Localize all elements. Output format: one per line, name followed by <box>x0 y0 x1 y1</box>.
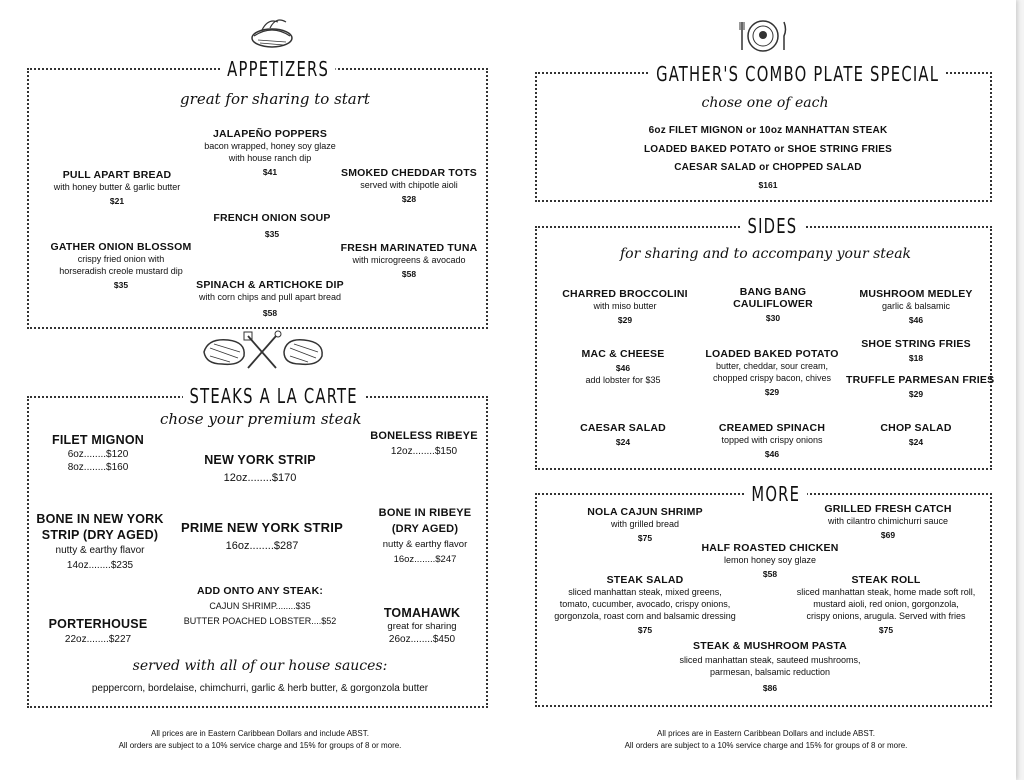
more-title: MORE <box>745 482 807 506</box>
item-name: SMOKED CHEDDAR TOTS <box>340 167 478 179</box>
item-desc: crispy onions, arugula. Served with fries <box>806 611 966 621</box>
item-desc: bacon wrapped, honey soy glaze <box>204 141 336 151</box>
item-price: 8oz........$160 <box>67 462 129 473</box>
item-price: 22oz........$227 <box>64 634 132 645</box>
item-price: $69 <box>880 530 896 540</box>
item-price: 14oz........$235 <box>66 560 134 571</box>
combo-line: LOADED BAKED POTATO or SHOE STRING FRIES <box>643 144 892 155</box>
more-grilled-fresh-catch <box>808 503 968 541</box>
combo-price: $161 <box>758 180 778 190</box>
item-name: CHOP SALAD <box>880 422 952 434</box>
item-name: TRUFFLE PARMESAN FRIES <box>846 374 995 386</box>
item-desc: with grilled bread <box>610 519 680 529</box>
item-name: GATHER ONION BLOSSOM <box>50 241 192 253</box>
steak-addons <box>175 585 345 627</box>
item-price: $58 <box>762 569 778 579</box>
side-bang-bang-cauliflower <box>710 286 836 324</box>
item-name: BONE IN NEW YORK <box>36 512 164 526</box>
item-price: $21 <box>109 196 125 206</box>
item-name: PULL APART BREAD <box>62 169 172 181</box>
footer-right <box>566 728 966 752</box>
item-desc: with cilantro chimichurri sauce <box>827 516 949 526</box>
item-name: MUSHROOM MEDLEY <box>859 288 973 300</box>
menu-item-smoked-cheddar-tots <box>330 167 488 205</box>
steak-bone-in-ny-strip <box>34 511 166 573</box>
steak-tomahawk <box>362 605 482 646</box>
item-price: 16oz........$287 <box>225 540 299 552</box>
item-name: GRILLED FRESH CATCH <box>824 503 952 515</box>
item-name: STEAK & MUSHROOM PASTA <box>693 640 847 652</box>
item-name: CAULIFLOWER <box>733 298 813 310</box>
item-desc: sliced manhattan steak, sauteed mushrooms, <box>679 655 861 665</box>
item-name: HALF ROASTED CHICKEN <box>701 542 839 554</box>
item-price: $29 <box>764 387 780 397</box>
side-mac-cheese <box>565 348 681 386</box>
more-steak-mushroom-pasta <box>665 640 875 694</box>
item-desc: mustard aioli, red onion, gorgonzola, <box>813 599 959 609</box>
item-name: BONELESS RIBEYE <box>370 430 478 442</box>
item-desc: sliced manhattan steak, home made soft roll, <box>796 587 976 597</box>
item-price: $46 <box>908 315 924 325</box>
item-name: SPINACH & ARTICHOKE DIP <box>196 279 344 291</box>
combo-tagline: chose one of each <box>701 95 829 111</box>
menu-item-pull-apart-bread <box>37 169 197 207</box>
item-price: $29 <box>617 315 633 325</box>
item-price: 16oz........$247 <box>393 554 457 565</box>
combo-line: CAESAR SALAD or CHOPPED SALAD <box>674 162 862 173</box>
combo-title: GATHER'S COMBO PLATE SPECIAL <box>650 62 946 86</box>
addon-line: CAJUN SHRIMP........$35 <box>209 601 311 611</box>
item-price: $30 <box>765 313 781 323</box>
item-desc: chopped crispy bacon, chives <box>712 373 832 383</box>
steaks-tagline: chose your premium steak <box>160 410 362 428</box>
item-desc: nutty & earthy flavor <box>55 545 145 556</box>
side-chop-salad <box>858 422 974 448</box>
item-name: JALAPEÑO POPPERS <box>212 128 328 140</box>
addon-title: ADD ONTO ANY STEAK: <box>196 585 324 597</box>
sauces-list: peppercorn, bordelaise, chimchurri, garlic & herb butter, & gorgonzola butter <box>91 683 429 694</box>
item-desc: crispy fried onion with <box>77 254 165 264</box>
item-name: LOADED BAKED POTATO <box>705 348 839 360</box>
footer-line: All prices are in Eastern Caribbean Dollars and include ABST. <box>657 729 875 738</box>
steak-new-york-strip <box>185 452 335 486</box>
item-price: $35 <box>113 280 129 290</box>
item-price: $58 <box>401 269 417 279</box>
appetizers-title: APPETIZERS <box>221 57 336 81</box>
appetizers-tagline: great for sharing to start <box>180 90 370 108</box>
combo-options <box>600 124 936 191</box>
item-name: PRIME NEW YORK STRIP <box>181 520 343 535</box>
steak-filet-mignon <box>38 432 158 474</box>
item-name: FILET MIGNON <box>52 433 144 447</box>
steak-boneless-ribeye <box>360 428 488 459</box>
item-price: $41 <box>262 167 278 177</box>
item-price: $28 <box>401 194 417 204</box>
item-name: FRENCH ONION SOUP <box>213 212 331 224</box>
steaks-title: STEAKS A LA CARTE <box>183 384 364 408</box>
item-price: $75 <box>637 625 653 635</box>
item-price: $29 <box>908 389 924 399</box>
combo-line: 6oz FILET MIGNON or 10oz MANHATTAN STEAK <box>648 125 888 136</box>
item-price: 6oz........$120 <box>67 449 129 460</box>
item-name: STRIP (DRY AGED) <box>41 528 159 542</box>
sauces-title: served with all of our house sauces: <box>132 658 388 674</box>
footer-line: All orders are subject to a 10% service charge and 15% for groups of 8 or more. <box>118 741 402 750</box>
item-name: FRESH MARINATED TUNA <box>340 242 478 254</box>
item-desc: horseradish creole mustard dip <box>59 266 183 276</box>
steak-bone-in-ribeye <box>362 505 488 567</box>
side-caesar-salad <box>565 422 681 448</box>
side-loaded-baked-potato <box>700 348 844 398</box>
item-desc: with house ranch dip <box>228 153 312 163</box>
item-name: BONE IN RIBEYE <box>378 507 472 519</box>
item-desc: topped with crispy onions <box>721 435 823 445</box>
item-name: CREAMED SPINACH <box>718 422 826 434</box>
item-name: (DRY AGED) <box>391 523 459 535</box>
side-charred-broccolini <box>555 288 695 326</box>
footer-line: All prices are in Eastern Caribbean Dollars and include ABST. <box>151 729 369 738</box>
menu-item-french-onion-soup <box>192 212 352 240</box>
item-price: $35 <box>264 229 280 239</box>
more-nola-cajun-shrimp <box>565 506 725 544</box>
item-price: $24 <box>908 437 924 447</box>
item-price: $46 <box>764 449 780 459</box>
item-price: 26oz........$450 <box>388 634 456 645</box>
more-steak-salad <box>545 574 745 636</box>
item-name: NEW YORK STRIP <box>204 453 316 467</box>
item-price: $58 <box>262 308 278 318</box>
item-price: 12oz........$150 <box>390 446 458 457</box>
bread-basket-icon <box>248 14 296 50</box>
item-price: $46 <box>615 363 631 373</box>
item-desc: great for sharing <box>387 621 457 632</box>
item-desc: gorgonzola, roast corn and balsamic dressing <box>554 611 736 621</box>
item-name: BANG BANG <box>739 286 807 298</box>
side-shoe-string-fries <box>850 338 982 364</box>
more-steak-roll <box>782 574 990 636</box>
side-truffle-parmesan-fries <box>846 374 995 400</box>
side-mushroom-medley <box>850 288 982 326</box>
plate-cutlery-icon <box>738 16 788 56</box>
item-name: SHOE STRING FRIES <box>861 338 971 350</box>
item-name: CHARRED BROCCOLINI <box>562 288 688 300</box>
item-desc: lemon honey soy glaze <box>723 555 817 565</box>
menu-item-spinach-artichoke-dip <box>180 279 360 319</box>
menu-item-fresh-marinated-tuna <box>330 242 488 280</box>
item-desc: nutty & earthy flavor <box>382 539 468 550</box>
item-desc: with miso butter <box>593 301 657 311</box>
item-name: NOLA CAJUN SHRIMP <box>587 506 703 518</box>
item-desc: butter, cheddar, sour cream, <box>715 361 829 371</box>
addon-line: BUTTER POACHED LOBSTER....$52 <box>183 616 337 626</box>
item-desc: tomato, cucumber, avocado, crispy onions, <box>559 599 731 609</box>
item-desc: sliced manhattan steak, mixed greens, <box>568 587 722 597</box>
item-name: STEAK SALAD <box>606 574 684 586</box>
item-desc: served with chipotle aioli <box>360 180 458 190</box>
item-desc: with corn chips and pull apart bread <box>198 292 342 302</box>
steak-porterhouse <box>38 616 158 647</box>
item-name: STEAK ROLL <box>851 574 921 586</box>
item-price: $75 <box>637 533 653 543</box>
item-price: $24 <box>615 437 631 447</box>
footer-left <box>60 728 460 752</box>
item-desc: with microgreens & avocado <box>352 255 466 265</box>
footer-line: All orders are subject to a 10% service charge and 15% for groups of 8 or more. <box>624 741 908 750</box>
item-name: PORTERHOUSE <box>48 617 148 631</box>
item-price: $86 <box>762 683 778 693</box>
item-desc: parmesan, balsamic reduction <box>709 667 831 677</box>
sides-title: SIDES <box>741 214 804 238</box>
sides-tagline: for sharing and to accompany your steak <box>620 246 912 262</box>
item-name: TOMAHAWK <box>383 606 461 620</box>
item-name: MAC & CHEESE <box>581 348 665 360</box>
item-price: 12oz........$170 <box>223 472 297 484</box>
steak-prime-ny-strip <box>172 520 352 554</box>
item-desc: with honey butter & garlic butter <box>53 182 181 192</box>
item-name: CAESAR SALAD <box>580 422 666 434</box>
item-desc: garlic & balsamic <box>881 301 951 311</box>
side-creamed-spinach <box>702 422 842 460</box>
item-price: $18 <box>908 353 924 363</box>
item-desc: add lobster for $35 <box>585 375 661 385</box>
steak-utensils-icon <box>200 330 328 374</box>
item-price: $75 <box>878 625 894 635</box>
